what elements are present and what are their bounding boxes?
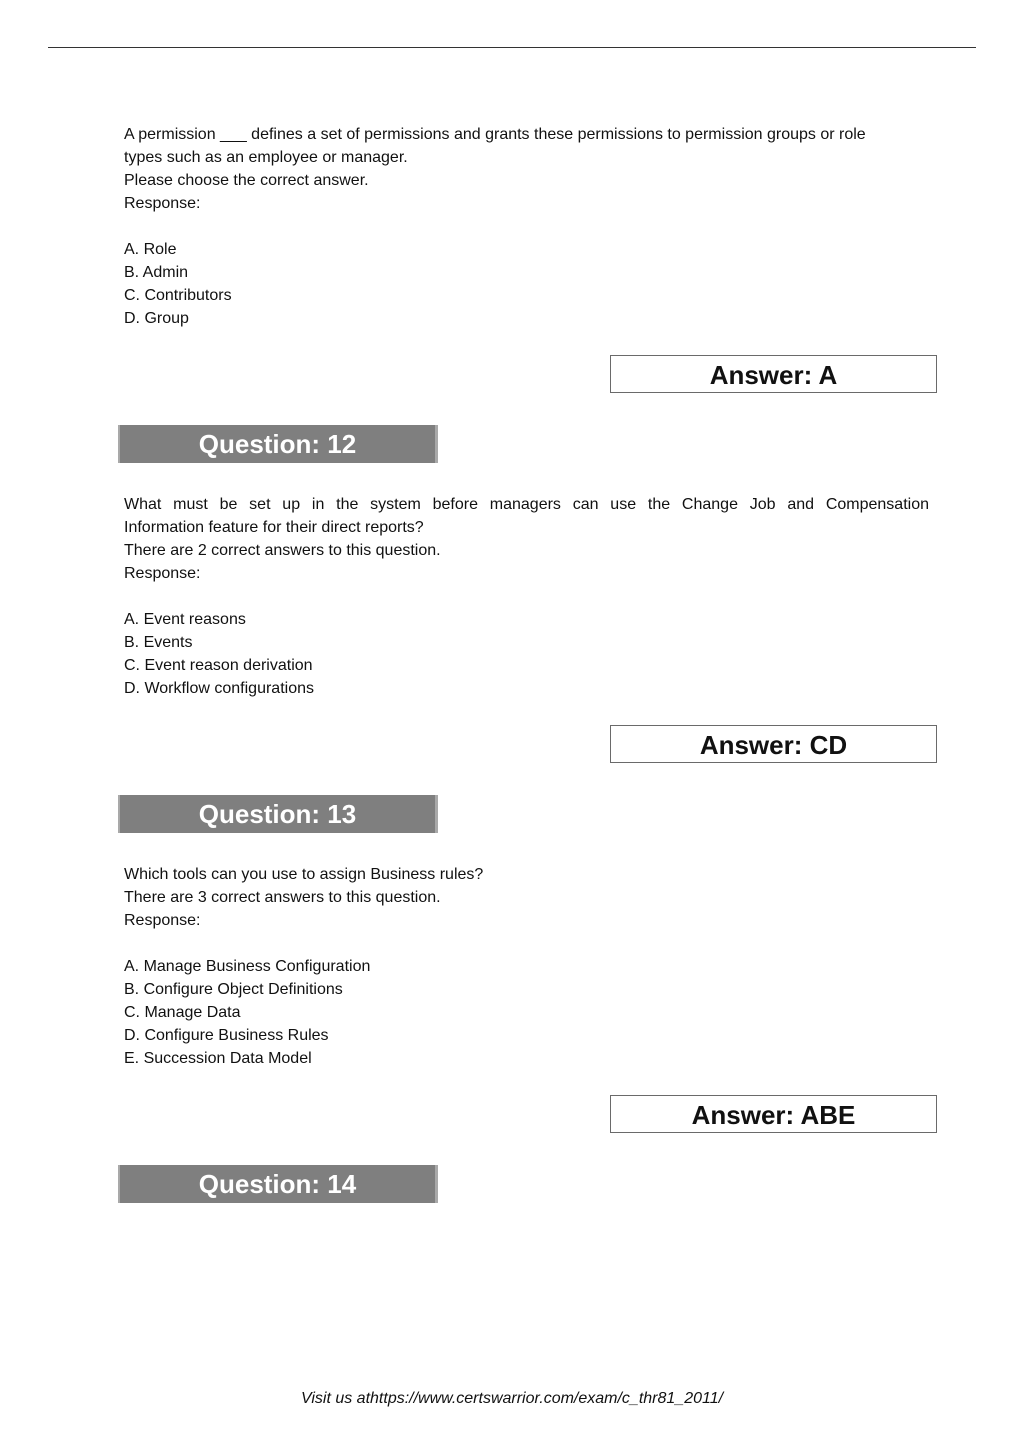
answer-box-12: Answer: CD (610, 725, 937, 763)
question-stem-line: Information feature for their direct reports? (124, 519, 424, 536)
response-label: Response: (124, 565, 201, 582)
answer-option: B. Admin (124, 264, 189, 281)
question-header-14: Question: 14 (118, 1165, 438, 1203)
answer-option: B. Configure Object Definitions (124, 981, 343, 998)
answer-option: D. Workflow configurations (124, 680, 314, 697)
question-12-body (124, 493, 929, 700)
spacer (124, 215, 929, 238)
footer-link-text[interactable]: Visit us athttps://www.certswarrior.com/exam/c_thr81_2011/ (300, 1390, 724, 1407)
answer-option: B. Events (124, 634, 193, 651)
top-divider (48, 47, 976, 48)
answer-box-11: Answer: A (610, 355, 937, 393)
question-stem-line: Which tools can you use to assign Business rules? (124, 866, 484, 883)
question-instruction: Please choose the correct answer. (124, 172, 369, 189)
answer-box-13: Answer: ABE (610, 1095, 937, 1133)
answer-option: C. Event reason derivation (124, 657, 313, 674)
spacer (124, 932, 929, 955)
question-instruction: There are 2 correct answers to this question. (124, 542, 441, 559)
answer-option: A. Event reasons (124, 611, 246, 628)
answer-option: E. Succession Data Model (124, 1050, 312, 1067)
question-13-body (124, 863, 929, 1070)
answer-option: A. Role (124, 241, 177, 258)
question-stem-line: A permission ___ defines a set of permissions and grants these permissions to permission groups or role (124, 126, 866, 143)
answer-option: D. Configure Business Rules (124, 1027, 329, 1044)
question-stem-line: types such as an employee or manager. (124, 149, 408, 166)
response-label: Response: (124, 195, 201, 212)
answer-option: C. Contributors (124, 287, 232, 304)
question-stem-line: What must be set up in the system before managers can use the Change Job and Compensation (124, 496, 929, 513)
answer-option: A. Manage Business Configuration (124, 958, 371, 975)
answer-option: C. Manage Data (124, 1004, 241, 1021)
question-11-body (124, 123, 929, 330)
response-label: Response: (124, 912, 201, 929)
question-header-13: Question: 13 (118, 795, 438, 833)
spacer (124, 585, 929, 608)
question-header-12: Question: 12 (118, 425, 438, 463)
answer-option: D. Group (124, 310, 189, 327)
question-instruction: There are 3 correct answers to this question. (124, 889, 441, 906)
